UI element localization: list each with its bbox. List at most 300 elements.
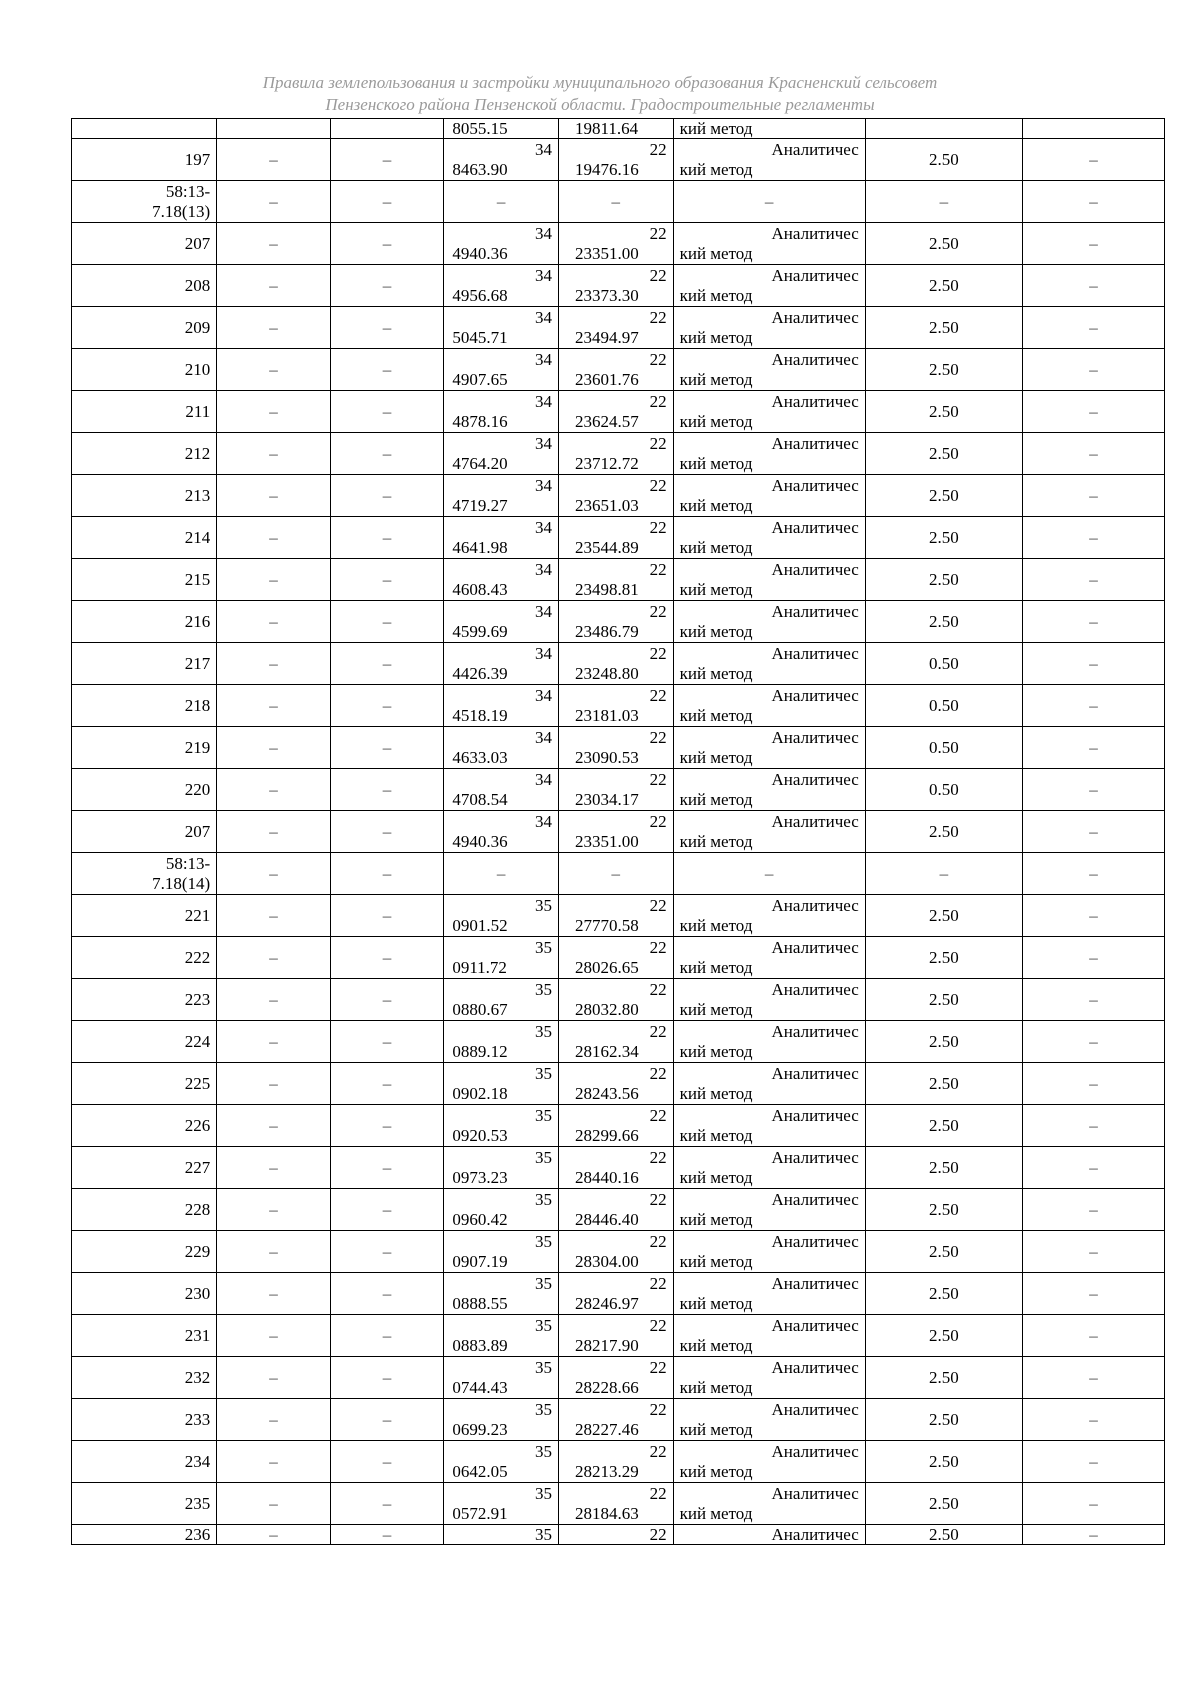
cell-dash: – <box>217 1441 331 1483</box>
cell-y-coordinate-top: 22 <box>649 1189 667 1209</box>
cell-x-coordinate <box>444 979 559 1021</box>
cell-number: 228 <box>72 1189 217 1231</box>
cell-y-coordinate-top: 22 <box>649 769 667 789</box>
cell-method-top: Аналитичес <box>771 601 859 621</box>
cell-dash: – <box>1023 475 1165 517</box>
cell-number: 214 <box>72 517 217 559</box>
cell-y-coordinate <box>558 685 673 727</box>
cell-dash: – <box>330 1189 444 1231</box>
cell-dash: – <box>1023 1525 1165 1545</box>
cell-y-coordinate-bottom: 19476.16 <box>574 159 639 179</box>
cell-method <box>673 727 865 769</box>
cell-method-top: Аналитичес <box>771 1441 859 1461</box>
cell-x-coordinate-bottom: 0960.42 <box>452 1209 508 1229</box>
cell-number: 207 <box>72 223 217 265</box>
cell-x-coordinate-bottom: 4764.20 <box>452 453 508 473</box>
cell-dash: – <box>330 1021 444 1063</box>
cell-method-bottom: кий метод <box>679 1209 753 1229</box>
cell-x-coordinate <box>444 1105 559 1147</box>
table-row <box>72 475 1165 517</box>
cell-method <box>673 685 865 727</box>
table-row <box>72 139 1165 181</box>
cell-dash: – <box>217 1021 331 1063</box>
cell-dash: – <box>330 979 444 1021</box>
cell-number: 222 <box>72 937 217 979</box>
cell-method-bottom: кий метод <box>679 705 753 725</box>
cell-y-coordinate-bottom: 23248.80 <box>574 663 639 683</box>
cell-dash: – <box>330 643 444 685</box>
cell-dash: – <box>330 1357 444 1399</box>
cell-y-coordinate-bottom: 28026.65 <box>574 957 639 977</box>
cell-y-coordinate-bottom: 28246.97 <box>574 1293 639 1313</box>
cell-dash: – <box>330 433 444 475</box>
cell-x-coordinate <box>444 937 559 979</box>
cell-precision: 2.50 <box>865 1273 1022 1315</box>
cell-x-coordinate-top: 34 <box>534 349 552 369</box>
cell-y-coordinate-bottom: 23486.79 <box>574 621 639 641</box>
cell-y-coordinate-bottom: 23351.00 <box>574 831 639 851</box>
cell-x-coordinate <box>444 475 559 517</box>
cell-y-coordinate-top: 22 <box>649 433 667 453</box>
cell-number: 236 <box>72 1525 217 1545</box>
cell-x-coordinate-top: 34 <box>534 223 552 243</box>
cell-y-coordinate-top: 22 <box>649 727 667 747</box>
cell-number: 217 <box>72 643 217 685</box>
cell-x-coordinate-bottom: 4956.68 <box>452 285 508 305</box>
cell-x-coordinate <box>444 307 559 349</box>
cell-method <box>673 1315 865 1357</box>
cell-y-coordinate-bottom: 23712.72 <box>574 453 639 473</box>
cell-precision: 2.50 <box>865 811 1022 853</box>
cell-dash: – <box>1023 1147 1165 1189</box>
cell-dash: – <box>217 643 331 685</box>
cell-dash: – <box>1023 1399 1165 1441</box>
cell-dash: – <box>217 979 331 1021</box>
cell-y-coordinate-top: 22 <box>649 517 667 537</box>
cell-precision: 2.50 <box>865 517 1022 559</box>
cell-dash: – <box>1023 517 1165 559</box>
cell-x-coordinate: 8055.15 <box>444 119 559 139</box>
cell-x-coordinate-top: 35 <box>534 1525 552 1544</box>
cell-method <box>673 601 865 643</box>
cell-method-bottom: кий метод <box>679 579 753 599</box>
cell-dash: – <box>217 1105 331 1147</box>
cell-dash: – <box>330 475 444 517</box>
cell-dash: – <box>330 1483 444 1525</box>
cell-number: 197 <box>72 139 217 181</box>
table-row <box>72 223 1165 265</box>
cell-method-bottom: кий метод <box>679 957 753 977</box>
cell-y-coordinate-top: 22 <box>649 1063 667 1083</box>
cell-dash: – <box>217 811 331 853</box>
cell-dash: – <box>1023 769 1165 811</box>
cell-y-coordinate-top: 22 <box>649 223 667 243</box>
table-row <box>72 433 1165 475</box>
cell-x-coordinate <box>444 1063 559 1105</box>
cell-x-coordinate-bottom: 0572.91 <box>452 1503 508 1523</box>
cell-method-bottom: кий метод <box>679 1293 753 1313</box>
cell-x-coordinate-top: 34 <box>534 643 552 663</box>
cell-y-coordinate <box>558 139 673 181</box>
cell-y-coordinate <box>558 727 673 769</box>
table-row-last <box>72 1525 1165 1545</box>
cell-dash: – <box>673 853 865 895</box>
cell-method <box>673 1399 865 1441</box>
cell-method-top: Аналитичес <box>771 433 859 453</box>
cell-method <box>673 1231 865 1273</box>
cell-dash: – <box>217 937 331 979</box>
cell-y-coordinate <box>558 349 673 391</box>
cell-x-coordinate-top: 34 <box>534 601 552 621</box>
cell-x-coordinate-top: 34 <box>534 769 552 789</box>
cell-dash: – <box>1023 979 1165 1021</box>
table-row <box>72 769 1165 811</box>
table-row <box>72 853 1165 895</box>
cell-x-coordinate-bottom: 4940.36 <box>452 831 508 851</box>
cell-dash: – <box>330 391 444 433</box>
table-row <box>72 1105 1165 1147</box>
cell-x-coordinate-top: 35 <box>534 1231 552 1251</box>
cell-y-coordinate <box>558 1021 673 1063</box>
cell-number: 215 <box>72 559 217 601</box>
cell-precision: 2.50 <box>865 1147 1022 1189</box>
cell-method-bottom: кий метод <box>679 453 753 473</box>
cell-y-coordinate-bottom: 28304.00 <box>574 1251 639 1271</box>
cell-dash: – <box>217 727 331 769</box>
cell-dash: – <box>1023 853 1165 895</box>
cell-y-coordinate-bottom: 23034.17 <box>574 789 639 809</box>
cell-y-coordinate <box>558 1399 673 1441</box>
cell-dash: – <box>217 181 331 223</box>
cell-precision: 2.50 <box>865 601 1022 643</box>
cell-method-top: Аналитичес <box>771 517 859 537</box>
cell-number <box>72 119 217 139</box>
cell-method-top: Аналитичес <box>771 1273 859 1293</box>
cell-x-coordinate-bottom: 4708.54 <box>452 789 508 809</box>
cell-method <box>673 475 865 517</box>
cell-number: 230 <box>72 1273 217 1315</box>
cell-y-coordinate <box>558 475 673 517</box>
cell-y-coordinate <box>558 307 673 349</box>
table-row <box>72 1357 1165 1399</box>
cell-method-top: Аналитичес <box>771 559 859 579</box>
cell-x-coordinate <box>444 769 559 811</box>
cell-x-coordinate-top: 34 <box>534 391 552 411</box>
cell-dash: – <box>1023 895 1165 937</box>
cell-precision: 2.50 <box>865 1483 1022 1525</box>
cell-x-coordinate <box>444 139 559 181</box>
cell-dash: – <box>1023 727 1165 769</box>
cell-y-coordinate-top: 22 <box>649 1021 667 1041</box>
table-row <box>72 307 1165 349</box>
cell-y-coordinate <box>558 1357 673 1399</box>
cell-y-coordinate: 19811.64 <box>558 119 673 139</box>
cell-x-coordinate-bottom: 8463.90 <box>452 159 508 179</box>
cell-dash: – <box>217 223 331 265</box>
cell-precision: 2.50 <box>865 937 1022 979</box>
cell-x-coordinate-bottom: 4878.16 <box>452 411 508 431</box>
cell-dash: – <box>330 601 444 643</box>
cell-method <box>673 769 865 811</box>
cell-y-coordinate <box>558 265 673 307</box>
cell-x-coordinate <box>444 895 559 937</box>
cell-dash: – <box>330 1147 444 1189</box>
cell-y-coordinate-top: 22 <box>649 685 667 705</box>
cell-x-coordinate <box>444 601 559 643</box>
cell-dash: – <box>865 853 1022 895</box>
cell-method-top: Аналитичес <box>771 727 859 747</box>
cell-dash: – <box>1023 1021 1165 1063</box>
cell-y-coordinate-bottom: 23651.03 <box>574 495 639 515</box>
cell-x-coordinate-top: 35 <box>534 1105 552 1125</box>
cell-x-coordinate-top: 35 <box>534 1021 552 1041</box>
cell-precision: 2.50 <box>865 1105 1022 1147</box>
cell-method-bottom: кий метод <box>679 1167 753 1187</box>
cell-y-coordinate <box>558 601 673 643</box>
cell-method-bottom: кий метод <box>679 747 753 767</box>
cell-empty <box>217 119 331 139</box>
table-row <box>72 1483 1165 1525</box>
cell-x-coordinate <box>444 559 559 601</box>
cell-x-coordinate-bottom: 4641.98 <box>452 537 508 557</box>
cell-method <box>673 643 865 685</box>
cell-method-top: Аналитичес <box>771 391 859 411</box>
cell-y-coordinate-bottom: 28227.46 <box>574 1419 639 1439</box>
table-row <box>72 811 1165 853</box>
cell-empty <box>865 119 1022 139</box>
cell-y-coordinate-bottom: 28217.90 <box>574 1335 639 1355</box>
cell-dash: – <box>330 685 444 727</box>
cell-y-coordinate-top: 22 <box>649 811 667 831</box>
cell-y-coordinate-bottom: 23601.76 <box>574 369 639 389</box>
cell-method <box>673 1189 865 1231</box>
cell-y-coordinate-top: 22 <box>649 1315 667 1335</box>
cell-dash: – <box>1023 601 1165 643</box>
table-row <box>72 979 1165 1021</box>
cell-x-coordinate-top: 34 <box>534 139 552 159</box>
cell-method-top: Аналитичес <box>771 1189 859 1209</box>
table-row <box>72 727 1165 769</box>
cell-x-coordinate-bottom: 0901.52 <box>452 915 508 935</box>
cell-method <box>673 895 865 937</box>
cell-y-coordinate-top: 22 <box>649 139 667 159</box>
cell-x-coordinate <box>444 223 559 265</box>
cell-number: 234 <box>72 1441 217 1483</box>
cell-x-coordinate <box>444 349 559 391</box>
cell-precision: 0.50 <box>865 685 1022 727</box>
cell-method-bottom: кий метод <box>679 1461 753 1481</box>
cell-precision: 2.50 <box>865 349 1022 391</box>
cell-method <box>673 1063 865 1105</box>
cell-dash: – <box>217 349 331 391</box>
cell-dash: – <box>217 1189 331 1231</box>
cell-x-coordinate <box>444 433 559 475</box>
table-row <box>72 1147 1165 1189</box>
cell-dash: – <box>217 601 331 643</box>
cell-y-coordinate-top: 22 <box>649 895 667 915</box>
cell-method <box>673 1441 865 1483</box>
cell-dash: – <box>673 181 865 223</box>
cell-dash: – <box>217 1147 331 1189</box>
cell-y-coordinate-bottom: 28440.16 <box>574 1167 639 1187</box>
cell-dash: – <box>1023 559 1165 601</box>
cell-dash: – <box>217 853 331 895</box>
cell-method <box>673 307 865 349</box>
cell-dash: – <box>217 517 331 559</box>
cell-number: 223 <box>72 979 217 1021</box>
cell-x-coordinate <box>444 1021 559 1063</box>
cell-x-coordinate <box>444 1231 559 1273</box>
cell-dash: – <box>217 1273 331 1315</box>
cell-number: 227 <box>72 1147 217 1189</box>
cell-precision: 0.50 <box>865 727 1022 769</box>
cell-dash: – <box>1023 433 1165 475</box>
cell-y-coordinate-bottom: 28228.66 <box>574 1377 639 1397</box>
cell-dash: – <box>330 265 444 307</box>
cell-x-coordinate-bottom: 0902.18 <box>452 1083 508 1103</box>
cell-method <box>673 1105 865 1147</box>
cell-y-coordinate <box>558 895 673 937</box>
cell-dash: – <box>1023 1483 1165 1525</box>
cell-x-coordinate-bottom: 4518.19 <box>452 705 508 725</box>
cell-y-coordinate <box>558 1525 673 1545</box>
cell-x-coordinate-top: 34 <box>534 433 552 453</box>
cell-y-coordinate-bottom: 28032.80 <box>574 999 639 1019</box>
cell-precision: 2.50 <box>865 895 1022 937</box>
cell-y-coordinate <box>558 1189 673 1231</box>
cell-precision: 2.50 <box>865 1021 1022 1063</box>
cell-dash: – <box>1023 139 1165 181</box>
cell-method-bottom: кий метод <box>679 1083 753 1103</box>
cell-x-coordinate-bottom: 0699.23 <box>452 1419 508 1439</box>
cell-precision: 2.50 <box>865 475 1022 517</box>
table-row <box>72 1231 1165 1273</box>
cell-y-coordinate-bottom: 28243.56 <box>574 1083 639 1103</box>
cell-method-bottom: кий метод <box>679 915 753 935</box>
table-row <box>72 265 1165 307</box>
cell-method-bottom: кий метод <box>679 411 753 431</box>
cell-dash: – <box>217 307 331 349</box>
table-row <box>72 1189 1165 1231</box>
cell-x-coordinate-top: 35 <box>534 895 552 915</box>
cell-precision: 2.50 <box>865 559 1022 601</box>
cell-dash: – <box>217 433 331 475</box>
cell-method-bottom: кий метод <box>679 663 753 683</box>
cell-precision: 2.50 <box>865 1189 1022 1231</box>
cell-y-coordinate-top: 22 <box>649 559 667 579</box>
cell-method-top: Аналитичес <box>771 1063 859 1083</box>
table-row <box>72 601 1165 643</box>
cell-y-coordinate <box>558 937 673 979</box>
page-header <box>0 72 1200 116</box>
cell-dash: – <box>330 181 444 223</box>
cell-dash: – <box>1023 1189 1165 1231</box>
cell-method-top: Аналитичес <box>771 265 859 285</box>
cell-method-top: Аналитичес <box>771 979 859 999</box>
cell-precision: 0.50 <box>865 769 1022 811</box>
cell-dash: – <box>330 727 444 769</box>
cell-x-coordinate-bottom: 5045.71 <box>452 327 508 347</box>
cell-dash: – <box>330 559 444 601</box>
cell-empty <box>1023 119 1165 139</box>
cell-y-coordinate-bottom: 23494.97 <box>574 327 639 347</box>
cell-y-coordinate-bottom: 23090.53 <box>574 747 639 767</box>
cell-dash: – <box>217 1063 331 1105</box>
cell-contour-id: 58:13- 7.18(14) <box>72 853 217 895</box>
cell-y-coordinate-top: 22 <box>649 979 667 999</box>
cell-dash: – <box>330 1315 444 1357</box>
cell-number: 232 <box>72 1357 217 1399</box>
cell-precision: 2.50 <box>865 1231 1022 1273</box>
cell-dash: – <box>217 391 331 433</box>
cell-y-coordinate-bottom: 23498.81 <box>574 579 639 599</box>
cell-method <box>673 349 865 391</box>
cell-x-coordinate <box>444 811 559 853</box>
cell-y-coordinate-top: 22 <box>649 307 667 327</box>
cell-x-coordinate-top: 35 <box>534 937 552 957</box>
cell-dash: – <box>217 475 331 517</box>
cell-y-coordinate <box>558 1315 673 1357</box>
cell-x-coordinate <box>444 1483 559 1525</box>
cell-dash: – <box>1023 1231 1165 1273</box>
cell-x-coordinate <box>444 1315 559 1357</box>
cell-precision: 2.50 <box>865 307 1022 349</box>
cell-x-coordinate <box>444 517 559 559</box>
cell-method <box>673 1021 865 1063</box>
cell-y-coordinate-top: 22 <box>649 643 667 663</box>
cell-number: 226 <box>72 1105 217 1147</box>
cell-method-top: Аналитичес <box>771 937 859 957</box>
cell-dash: – <box>217 1525 331 1545</box>
cell-precision: 2.50 <box>865 433 1022 475</box>
cell-x-coordinate <box>444 1147 559 1189</box>
cell-method-top: Аналитичес <box>771 349 859 369</box>
table-row <box>72 181 1165 223</box>
cell-y-coordinate-top: 22 <box>649 265 667 285</box>
cell-y-coordinate-top: 22 <box>649 475 667 495</box>
cell-dash: – <box>1023 685 1165 727</box>
cell-method <box>673 433 865 475</box>
cell-method-top: Аналитичес <box>771 1021 859 1041</box>
cell-y-coordinate-bottom: 27770.58 <box>574 915 639 935</box>
cell-method <box>673 937 865 979</box>
cell-precision: 2.50 <box>865 139 1022 181</box>
cell-y-coordinate <box>558 559 673 601</box>
cell-x-coordinate-bottom: 0880.67 <box>452 999 508 1019</box>
cell-x-coordinate-bottom: 4907.65 <box>452 369 508 389</box>
cell-number: 235 <box>72 1483 217 1525</box>
cell-dash: – <box>1023 1441 1165 1483</box>
cell-dash: – <box>217 265 331 307</box>
cell-x-coordinate <box>444 685 559 727</box>
cell-dash: – <box>1023 1105 1165 1147</box>
cell-dash: – <box>217 1315 331 1357</box>
cell-method-bottom: кий метод <box>679 621 753 641</box>
cell-dash: – <box>1023 1273 1165 1315</box>
cell-y-coordinate <box>558 223 673 265</box>
cell-method-top: Аналитичес <box>771 1399 859 1419</box>
cell-dash: – <box>330 139 444 181</box>
cell-method-bottom: кий метод <box>679 159 753 179</box>
cell-dash: – <box>330 937 444 979</box>
table-row <box>72 1063 1165 1105</box>
cell-number: 211 <box>72 391 217 433</box>
cell-x-coordinate-bottom: 0907.19 <box>452 1251 508 1271</box>
cell-y-coordinate-top: 22 <box>649 1105 667 1125</box>
cell-x-coordinate-top: 34 <box>534 307 552 327</box>
cell-x-coordinate-bottom: 4599.69 <box>452 621 508 641</box>
cell-dash: – <box>217 1231 331 1273</box>
